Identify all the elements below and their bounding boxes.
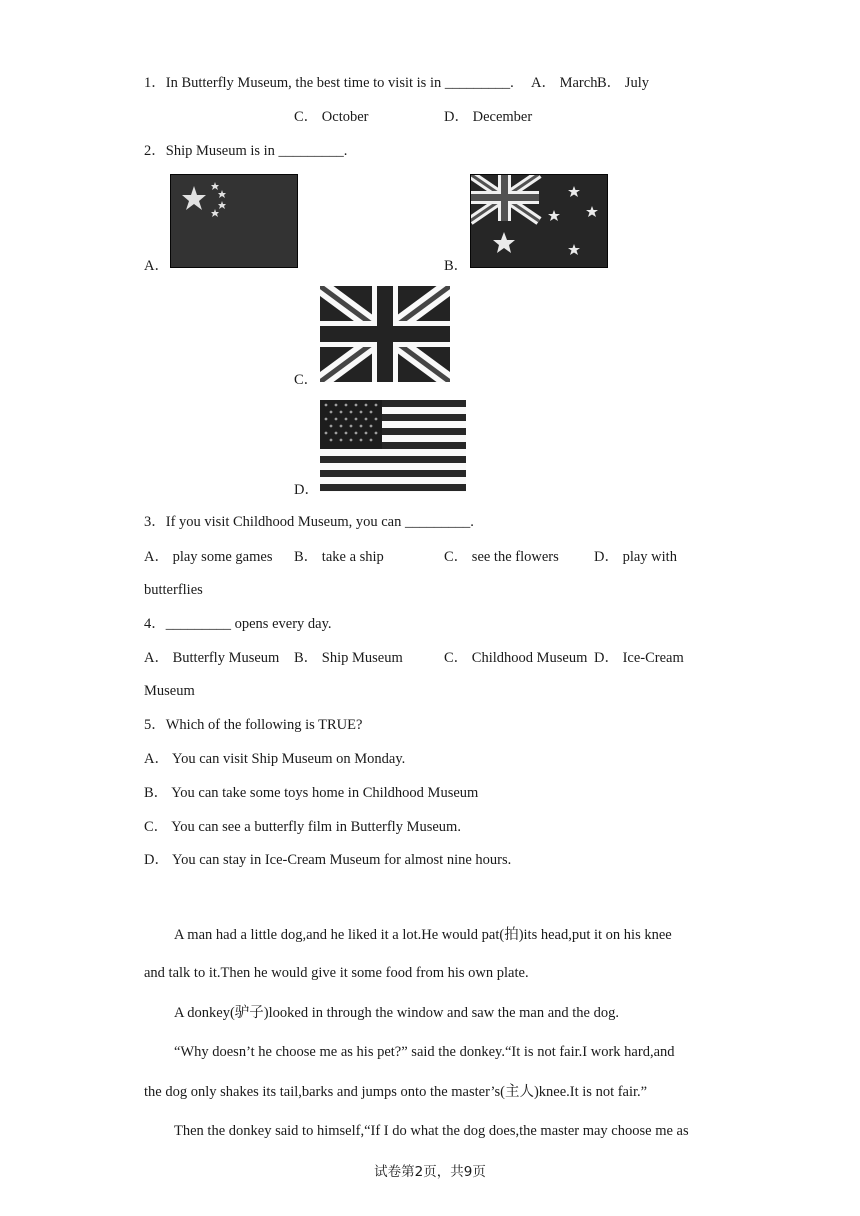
question-3-option-d-continued: butterflies [144, 582, 203, 598]
question-2-option-c: C． [294, 372, 319, 388]
question-1-option-b: B． July [597, 75, 649, 91]
question-4-option-d-continued: Museum [144, 683, 195, 699]
passage-paragraph-3-line-2: the dog only shakes its tail,barks and jumps onto the master’s(主人)knee.It is not fair.” [144, 1084, 648, 1100]
question-2-option-a: A． [144, 258, 169, 274]
usa-flag-icon [320, 400, 466, 492]
question-5-option-c: C． You can see a butterfly film in Butterfly Museum. [144, 819, 461, 835]
china-flag-icon [170, 174, 298, 268]
question-4-option-b: B． Ship Museum [294, 650, 403, 666]
question-1-stem: 1．In Butterfly Museum, the best time to visit is in _________. [144, 75, 514, 91]
question-1-option-a: A． March [531, 75, 598, 91]
question-1-option-d: D． December [444, 109, 533, 125]
passage-paragraph-2: A donkey(驴子)looked in through the window and saw the man and the dog. [174, 1005, 619, 1021]
australia-flag-icon [470, 174, 608, 268]
question-5-option-d: D． You can stay in Ice-Cream Museum for almost nine hours. [144, 852, 512, 868]
question-5-option-b: B． You can take some toys home in Childhood Museum [144, 785, 479, 801]
question-3-option-d: D． play with [594, 549, 677, 565]
question-1-option-c: C． October [294, 109, 369, 125]
question-4-stem: 4．_________ opens every day. [144, 616, 332, 632]
passage-paragraph-4-line-1: Then the donkey said to himself,“If I do what the dog does,the master may choose me as [174, 1123, 689, 1139]
question-3-option-a: A． play some games [144, 549, 273, 565]
question-4-option-a: A． Butterfly Museum [144, 650, 280, 666]
uk-flag-icon [320, 286, 450, 382]
question-4-option-d: D． Ice-Cream [594, 650, 684, 666]
question-4-option-c: C． Childhood Museum [444, 650, 588, 666]
passage-paragraph-1-line-1: A man had a little dog,and he liked it a lot.He would pat(拍)its head,put it on his knee [174, 927, 672, 943]
question-2-stem: 2．Ship Museum is in _________. [144, 143, 348, 159]
question-2-option-d: D． [294, 482, 319, 498]
question-3-option-b: B． take a ship [294, 549, 384, 565]
question-2-option-b: B． [444, 258, 469, 274]
question-3-stem: 3．If you visit Childhood Museum, you can _________. [144, 514, 474, 530]
question-3-option-c: C． see the flowers [444, 549, 559, 565]
page-footer: 试卷第2页，共9页 [374, 1164, 486, 1180]
passage-paragraph-1-line-2: and talk to it.Then he would give it some food from his own plate. [144, 965, 529, 981]
question-5-option-a: A． You can visit Ship Museum on Monday. [144, 751, 406, 767]
question-5-stem: 5．Which of the following is TRUE? [144, 717, 363, 733]
passage-paragraph-3-line-1: “Why doesn’t he choose me as his pet?” said the donkey.“It is not fair.I work hard,and [174, 1044, 675, 1060]
